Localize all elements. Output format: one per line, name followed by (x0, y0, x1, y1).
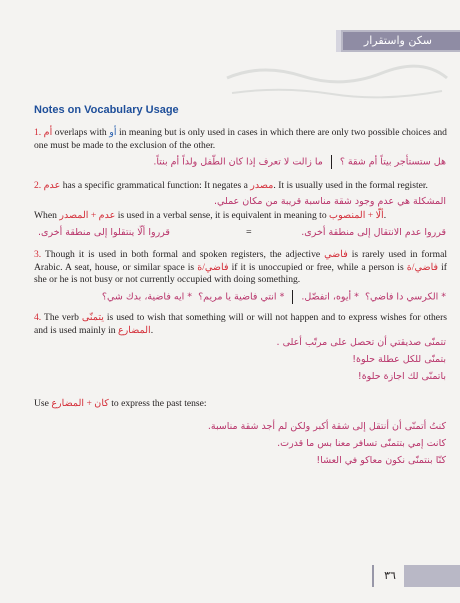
note-4-text: 4. The verb يتمنّى is used to wish that something will or will not happen and to express wishes for others and is used mainly in المضارع. (34, 312, 447, 336)
note-3-text: 3. Though it is used in both formal and spoken registers, the adjective فاضي is rarely used in formal Arabic. A seat, house, or similar space is فاضي/ة if it is unoccupied or free, while a person is فاضي/ة if she or he is not busy or not currently occupied with doing something. (34, 249, 448, 285)
header-stripe (336, 30, 341, 52)
note-2-example-2-left: قرروا ألّا ينتقلوا إلى منطقة أخرى. (38, 227, 170, 238)
note-4-example-2: بتمنّى للكل عطلة حلوة! (352, 354, 446, 365)
chapter-title: سكن واستقرار (343, 32, 460, 50)
note-4-example-3: باتمنّى لك اجازة حلوة! (357, 371, 446, 382)
page-number: ٣٦ (372, 565, 408, 587)
note-4-example-4: كنتُ أتمنّى أن أنتقل إلى شقة أكبر ولكن لم أجد شقة مناسبة. (207, 421, 446, 432)
note-1-examples: هل ستستأجر بيتاً أم شقة ؟ما زالت لا تعرف إذا كان الطّفل ولداً أم بنتاً. (153, 156, 446, 168)
note-4-example-1: تتمنّى صديقتي أن تحصل على مرتّب أعلى . (276, 337, 446, 348)
note-2-text: 2. عدم has a specific grammatical function: It negates a مصدر. It is usually used in the formal register. (34, 180, 428, 191)
section-title: Notes on Vocabulary Usage (34, 104, 179, 116)
footer-band (404, 565, 460, 587)
equals-sign: = (246, 227, 252, 238)
note-2-text-2: When عدم + المصدر is used in a verbal sense, it is equivalent in meaning to ألّا + المنصوب. (34, 210, 387, 221)
note-2-example-1: المشكلة هي عدم وجود شقة مناسبة قريبة من مكان عملي. (213, 196, 446, 207)
note-1-text: 1. أم overlaps with أو in meaning but is only used in cases in which there are only two possible choices and one must be made to the exclusion of the other. (34, 127, 447, 151)
show-through-artwork (222, 58, 452, 103)
note-4-example-5: كانت إمي بتتمنّى تسافر معنا بس ما قدرت. (277, 438, 446, 449)
note-2-example-2-right: قرروا عدم الانتقال إلى منطقة أخرى. (301, 227, 446, 238)
note-3-examples: * الكرسي دا فاضي؟ * أيوه، اتفضّل.* انتي فاضية يا مريم؟ * ايه فاضية، بدك شي؟ (101, 291, 446, 303)
divider (292, 290, 293, 304)
note-4-text-2: Use كان + المضارع to express the past tense: (34, 398, 207, 409)
divider (331, 155, 332, 169)
note-4-example-6: كنّا بنتمنّى نكون معاكو في العشا! (316, 455, 446, 466)
note-1-number: 1. (34, 127, 42, 138)
